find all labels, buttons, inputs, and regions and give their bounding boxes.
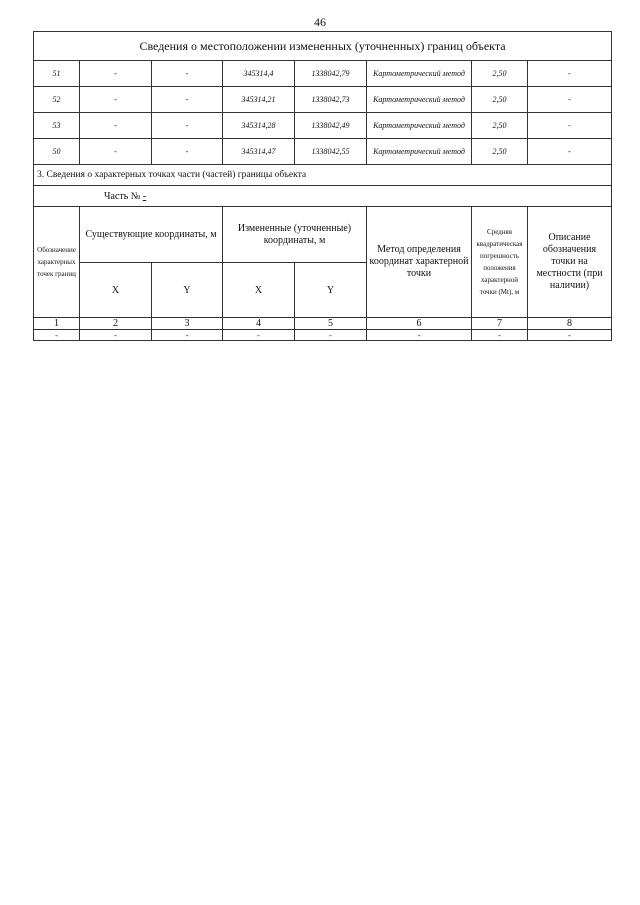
empty-cell: - — [472, 330, 528, 341]
new-y-cell: 1338042,55 — [295, 139, 367, 165]
part-label-cell — [34, 186, 612, 207]
header-changed-y: Y — [295, 263, 367, 318]
accuracy-cell: 2,50 — [472, 87, 528, 113]
description-cell: - — [528, 139, 612, 165]
table1-rows — [34, 61, 612, 165]
description-cell: - — [528, 113, 612, 139]
method-cell: Картометрический метод — [367, 87, 472, 113]
method-cell: Картометрический метод — [367, 139, 472, 165]
method-cell: Картометрический метод — [367, 113, 472, 139]
table1-title: Сведения о местоположении измененных (уточненных) границ объекта — [34, 32, 612, 61]
header-existing-coords: Существующие координаты, м — [80, 207, 223, 263]
table1-row — [34, 61, 612, 87]
header-accuracy: Средняя квадратическая погрешность положения характерной точки (Mt), м — [472, 207, 528, 318]
old-x-cell: - — [80, 139, 152, 165]
new-y-cell: 1338042,49 — [295, 113, 367, 139]
column-number: 2 — [80, 318, 152, 330]
column-number: 1 — [34, 318, 80, 330]
old-x-cell: - — [80, 87, 152, 113]
header-existing-x: X — [80, 263, 152, 318]
accuracy-cell: 2,50 — [472, 113, 528, 139]
new-x-cell: 345314,28 — [223, 113, 295, 139]
new-x-cell: 345314,4 — [223, 61, 295, 87]
part-value: - — [142, 190, 147, 202]
point-number-cell: 50 — [34, 139, 80, 165]
header-existing-y: Y — [152, 263, 223, 318]
old-y-cell: - — [152, 87, 223, 113]
accuracy-cell: 2,50 — [472, 139, 528, 165]
empty-cell: - — [528, 330, 612, 341]
column-number: 6 — [367, 318, 472, 330]
method-cell: Картометрический метод — [367, 61, 472, 87]
empty-cell: - — [152, 330, 223, 341]
empty-cell: - — [34, 330, 80, 341]
column-numbers-row — [34, 318, 612, 330]
point-number-cell: 52 — [34, 87, 80, 113]
empty-cell: - — [295, 330, 367, 341]
column-number: 5 — [295, 318, 367, 330]
header-point-designation: Обозначение характерных точек границ — [34, 207, 80, 318]
old-y-cell: - — [152, 61, 223, 87]
table1-row — [34, 139, 612, 165]
column-number: 3 — [152, 318, 223, 330]
point-number-cell: 53 — [34, 113, 80, 139]
column-number: 4 — [223, 318, 295, 330]
new-x-cell: 345314,21 — [223, 87, 295, 113]
empty-cell: - — [223, 330, 295, 341]
page-number: 46 — [314, 15, 326, 29]
empty-cell: - — [367, 330, 472, 341]
new-y-cell: 1338042,79 — [295, 61, 367, 87]
column-number: 8 — [528, 318, 612, 330]
header-changed-coords: Измененные (уточненные) координаты, м — [223, 207, 367, 263]
table1-row — [34, 87, 612, 113]
section3-title: 3. Сведения о характерных точках части (частей) границы объекта — [34, 165, 612, 186]
description-cell: - — [528, 61, 612, 87]
accuracy-cell: 2,50 — [472, 61, 528, 87]
old-x-cell: - — [80, 61, 152, 87]
empty-cell: - — [80, 330, 152, 341]
new-y-cell: 1338042,73 — [295, 87, 367, 113]
header-description: Описание обозначения точки на местности (при наличии) — [528, 207, 612, 318]
old-x-cell: - — [80, 113, 152, 139]
old-y-cell: - — [152, 113, 223, 139]
header-changed-x: X — [223, 263, 295, 318]
header-method: Метод определения координат характерной точки — [367, 207, 472, 318]
point-number-cell: 51 — [34, 61, 80, 87]
old-y-cell: - — [152, 139, 223, 165]
description-cell: - — [528, 87, 612, 113]
table1-row — [34, 113, 612, 139]
empty-data-row — [34, 330, 612, 341]
new-x-cell: 345314,47 — [223, 139, 295, 165]
boundary-table — [33, 31, 612, 341]
part-label: Часть № — [104, 190, 141, 202]
column-number: 7 — [472, 318, 528, 330]
